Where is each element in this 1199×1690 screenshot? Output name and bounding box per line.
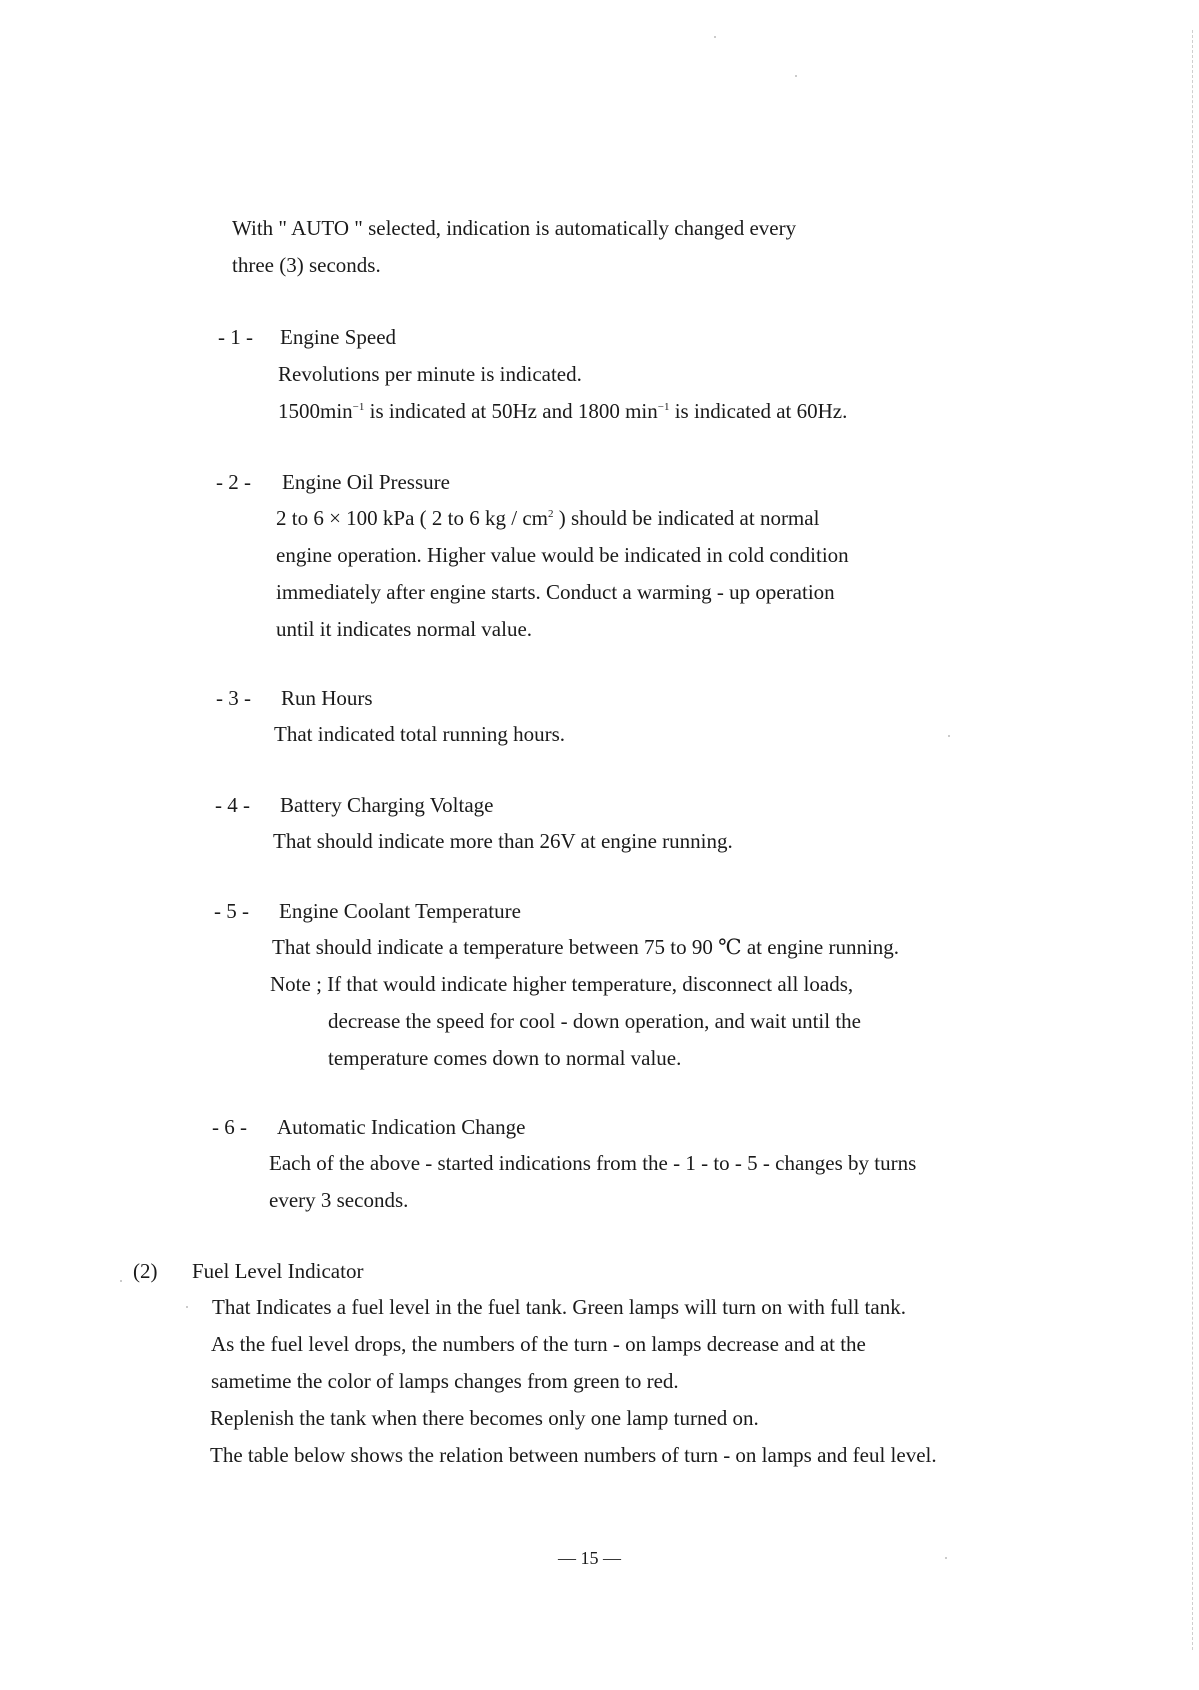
fuel-line-2: As the fuel level drops, the numbers of the turn - on lamps decrease and at the — [211, 1332, 866, 1356]
item-2-title: Engine Oil Pressure — [282, 470, 450, 494]
section-2-number: (2) — [133, 1259, 158, 1283]
pressure-text-b: ) should be indicated at normal — [553, 506, 820, 530]
section-2-title: Fuel Level Indicator — [192, 1259, 364, 1283]
scan-speck — [120, 1280, 122, 1282]
item-6-line-1: Each of the above - started indications from the - 1 - to - 5 - changes by turns — [269, 1151, 917, 1175]
unit-superscript: 2 — [548, 508, 554, 520]
speed-50hz-value: 1500min — [278, 399, 353, 423]
item-2-line-4: until it indicates normal value. — [276, 617, 533, 641]
item-5-line-3: decrease the speed for cool - down operation, and wait until the — [328, 1009, 861, 1033]
item-5-line-4: temperature comes down to normal value. — [328, 1046, 682, 1070]
speed-text-end: is indicated at 60Hz. — [669, 399, 848, 423]
item-4-number: - 4 - — [215, 793, 250, 817]
item-5-line-1: That should indicate a temperature between 75 to 90 ℃ at engine running. — [272, 935, 900, 959]
item-4-title: Battery Charging Voltage — [280, 793, 494, 817]
item-1-number: - 1 - — [218, 325, 253, 349]
item-3-title: Run Hours — [281, 686, 373, 710]
item-2-line-3: immediately after engine starts. Conduct a warming - up operation — [276, 580, 835, 604]
pressure-text-a: 2 to 6 × 100 kPa ( 2 to 6 kg / cm — [276, 506, 548, 530]
item-2-number: - 2 - — [216, 470, 251, 494]
item-5-line-2: Note ; If that would indicate higher temperature, disconnect all loads, — [270, 972, 854, 996]
unit-superscript: −1 — [657, 401, 670, 413]
scan-speck — [714, 36, 716, 38]
item-2-line-1 — [276, 506, 819, 531]
unit-superscript: −1 — [352, 401, 365, 413]
scan-speck — [795, 75, 797, 77]
item-3-number: - 3 - — [216, 686, 251, 710]
item-5-number: - 5 - — [214, 899, 249, 923]
item-4-line-1: That should indicate more than 26V at engine running. — [273, 829, 733, 853]
intro-line-2: three (3) seconds. — [232, 253, 381, 277]
fuel-line-4: Replenish the tank when there becomes only one lamp turned on. — [210, 1406, 759, 1430]
item-6-line-2: every 3 seconds. — [269, 1188, 409, 1212]
item-1-line-2 — [278, 399, 847, 424]
speed-text-mid: is indicated at 50Hz and 1800 min — [364, 399, 658, 423]
scan-speck — [186, 1306, 188, 1308]
item-1-line-1: Revolutions per minute is indicated. — [278, 362, 582, 386]
page-number: — 15 — — [558, 1548, 621, 1568]
fuel-line-3: sametime the color of lamps changes from green to red. — [211, 1369, 679, 1393]
item-5-title: Engine Coolant Temperature — [279, 899, 521, 923]
item-6-number: - 6 - — [212, 1115, 247, 1139]
item-6-title: Automatic Indication Change — [277, 1115, 526, 1139]
fuel-line-5: The table below shows the relation between numbers of turn - on lamps and feul level. — [210, 1443, 937, 1467]
item-2-line-2: engine operation. Higher value would be indicated in cold condition — [276, 543, 849, 567]
scan-speck — [948, 735, 950, 737]
scan-speck — [945, 1557, 947, 1559]
fuel-line-1: That Indicates a fuel level in the fuel tank. Green lamps will turn on with full tank. — [212, 1295, 906, 1319]
item-1-title: Engine Speed — [280, 325, 397, 349]
scan-edge-line — [1192, 30, 1193, 1650]
item-3-line-1: That indicated total running hours. — [274, 722, 566, 746]
intro-line-1: With " AUTO " selected, indication is automatically changed every — [232, 216, 797, 240]
